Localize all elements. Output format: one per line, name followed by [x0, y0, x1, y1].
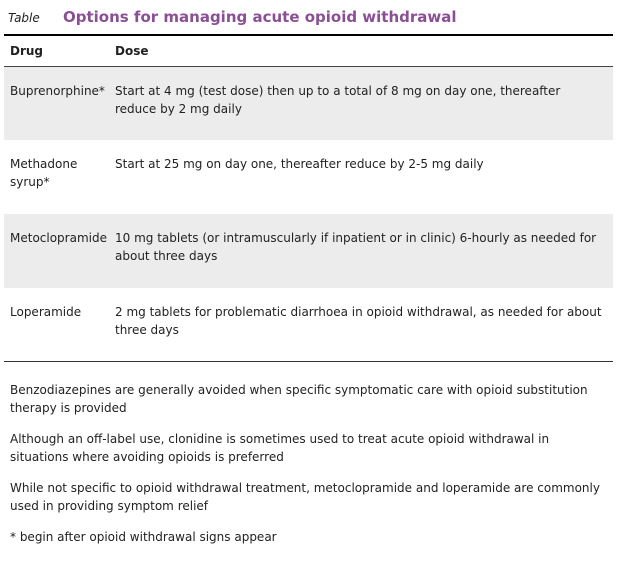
dose-text: 2 mg tablets for problematic diarrhoea in opioid withdrawal, as needed for about three days: [115, 305, 602, 337]
table-header-row: [4, 36, 613, 67]
drug-name: Loperamide: [10, 305, 82, 319]
note-paragraph: Although an off-label use, clonidine is sometimes used to treat acute opioid withdrawal in situations where avoiding opioids is preferred: [10, 432, 550, 464]
column-header-drug: Drug: [10, 44, 44, 58]
note-paragraph: While not specific to opioid withdrawal treatment, metoclopramide and loperamide are commonly used in providing symptom relief: [10, 481, 600, 513]
table-notes: [10, 381, 610, 559]
drug-name: Methadone syrup*: [10, 157, 78, 189]
dose-text: Start at 25 mg on day one, thereafter reduce by 2-5 mg daily: [115, 157, 484, 171]
bottom-rule: [4, 361, 613, 362]
dose-text: 10 mg tablets (or intramuscularly if inpatient or in clinic) 6-hourly as needed for about three days: [115, 231, 597, 263]
table-caption: [8, 8, 457, 28]
dose-text: Start at 4 mg (test dose) then up to a total of 8 mg on day one, thereafter reduce by 2 mg daily: [115, 84, 561, 116]
table-row: [4, 67, 613, 140]
table-row: [4, 288, 613, 361]
drug-name: Metoclopramide: [10, 231, 107, 245]
table-title: Options for managing acute opioid withdrawal: [63, 8, 457, 26]
footnote: * begin after opioid withdrawal signs appear: [10, 530, 277, 544]
note-paragraph: Benzodiazepines are generally avoided when specific symptomatic care with opioid substitution therapy is provided: [10, 383, 588, 415]
column-header-dose: Dose: [115, 44, 149, 58]
drug-name: Buprenorphine*: [10, 84, 105, 98]
table-row: [4, 214, 613, 288]
table-label: Table: [8, 11, 40, 25]
table-row: [4, 140, 613, 214]
